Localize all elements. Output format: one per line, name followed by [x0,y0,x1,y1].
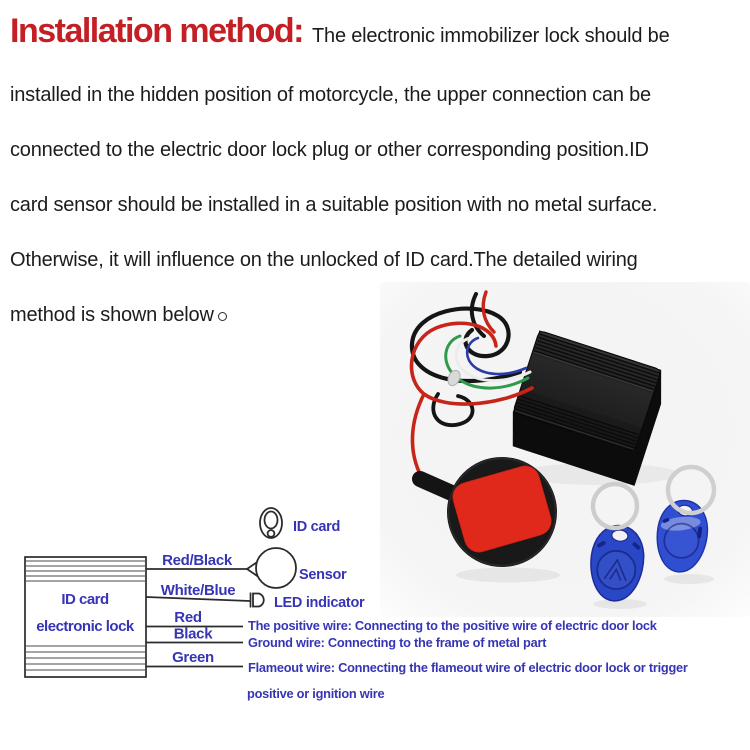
id-card-icon [260,508,282,538]
lock-box-hatching-bottom [25,646,146,670]
wire-label-black: Black [173,625,213,643]
sensor-icon [256,548,296,588]
lock-box [25,557,146,677]
lock-box-label-line1: ID card [61,591,109,608]
intro-line-4: card sensor should be installed in a suitable position with no metal surface. [10,194,658,216]
wire-label-white-blue: White/Blue [160,582,236,599]
lock-box-label-line2: electronic lock [36,618,134,635]
wire-desc-black: Ground wire: Connecting to the frame of metal part [248,635,547,650]
intro-line-6 [10,304,227,327]
wire-desc-green: Flameout wire: Connecting the flameout wire of electric door lock or trigger [248,660,688,675]
id-card-label: ID card [293,519,341,535]
wire-label-green: Green [172,649,214,666]
led-icon [251,593,264,608]
wire-desc-green-line2: positive or ignition wire [247,686,385,701]
section-heading: Installation method: [10,12,303,50]
wire-label-red-black: Red/Black [162,552,232,569]
intro-line-1-text: The electronic immobilizer lock should be [312,25,670,47]
ideographic-period-glyph [218,312,227,321]
wiring-diagram [15,495,735,710]
lock-box-hatching-top [25,561,146,581]
intro-line-1 [10,12,670,51]
wire-label-red: Red [174,609,202,626]
intro-line-2: installed in the hidden position of motorcycle, the upper connection can be [10,84,651,106]
sensor-label: Sensor [299,567,347,583]
intro-line-6-text: method is shown below [10,304,214,326]
intro-line-3: connected to the electric door lock plug or other corresponding position.ID [10,139,649,161]
wire-desc-red: The positive wire: Connecting to the positive wire of electric door lock [248,618,657,633]
led-label: LED indicator [274,595,365,611]
intro-line-5: Otherwise, it will influence on the unlocked of ID card.The detailed wiring [10,249,638,271]
